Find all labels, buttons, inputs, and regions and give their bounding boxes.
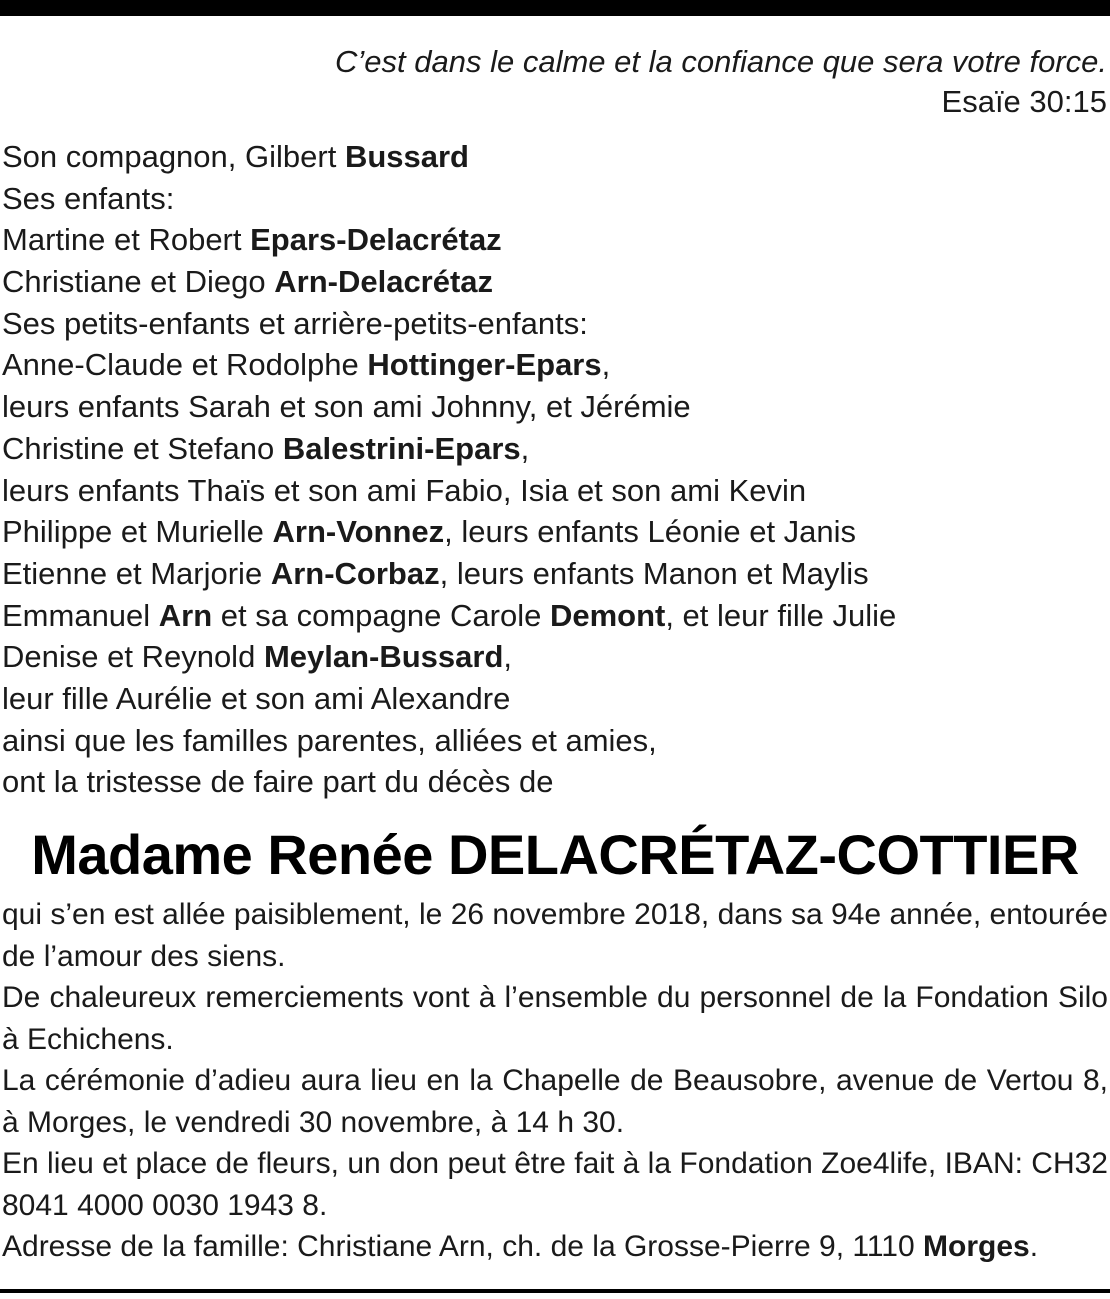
notice-paragraph: La cérémonie d’adieu aura lieu en la Chapelle de Beausobre, avenue de Vertou 8, à Morges, le vendredi 30 novembre, à 14 h 30. [2, 1064, 1108, 1139]
family-text: Anne-Claude et Rodolphe [2, 347, 368, 383]
notice-paragraph: qui s’en est allée paisiblement, le 26 novembre 2018, dans sa 94e année, entourée de l’amour des siens. [2, 898, 1108, 973]
family-line [2, 303, 1108, 345]
family-text: Philippe et Murielle [2, 514, 273, 550]
family-line [2, 511, 1108, 553]
family-text: ont la tristesse de faire part du décès de [2, 764, 554, 800]
family-line [2, 720, 1108, 762]
family-surname: Meylan-Bussard [263, 639, 504, 675]
family-text: leurs enfants Sarah et son ami Johnny, et Jérémie [2, 389, 691, 425]
family-text: leurs enfants Thaïs et son ami Fabio, Isia et son ami Kevin [2, 472, 807, 508]
family-surname: Arn-Delacrétaz [274, 264, 494, 300]
family-surname: Demont [549, 597, 666, 633]
family-list [2, 136, 1108, 803]
family-text: Emmanuel [2, 597, 159, 633]
family-text: Son compagnon, Gilbert [2, 139, 345, 174]
family-text: leur fille Aurélie et son ami Alexandre [2, 680, 511, 716]
family-surname: Epars-Delacrétaz [250, 222, 502, 258]
bottom-rule [0, 1289, 1110, 1293]
family-text: , leurs enfants Manon et Maylis [439, 555, 869, 591]
family-line [2, 636, 1108, 678]
family-line [2, 470, 1108, 512]
family-text: Ses petits-enfants et arrière-petits-enfants: [2, 305, 588, 341]
address-text: Adresse de la famille: Christiane Arn, ch. de la Grosse-Pierre 9, 1110 [2, 1230, 923, 1263]
family-text: Christiane et Diego [2, 264, 275, 300]
family-address [2, 1226, 1108, 1268]
family-text: , [520, 430, 530, 466]
family-surname: Arn-Corbaz [270, 555, 440, 591]
family-line [2, 678, 1108, 720]
epigraph-quote: C’est dans le calme et la confiance que sera votre force. [335, 44, 1107, 79]
family-text: Ses enfants: [2, 180, 175, 216]
deceased-name: Madame Renée DELACRÉTAZ-COTTIER [31, 823, 1079, 886]
top-rule [0, 0, 1110, 16]
family-line [2, 219, 1108, 261]
family-line [2, 261, 1108, 303]
family-text: ainsi que les familles parentes, alliées et amies, [2, 722, 657, 758]
family-text: , [503, 639, 513, 675]
family-line [2, 595, 1108, 637]
family-line [2, 178, 1108, 220]
family-surname: Balestrini-Epars [282, 430, 521, 466]
family-surname: Arn-Vonnez [272, 514, 445, 550]
family-line [2, 553, 1108, 595]
address-city: Morges [923, 1230, 1030, 1263]
family-line [2, 761, 1108, 803]
family-line [2, 136, 1108, 178]
notice-body [2, 894, 1108, 1268]
address-text: . [1029, 1230, 1039, 1263]
notice-paragraph: En lieu et place de fleurs, un don peut être fait à la Fondation Zoe4life, IBAN: CH32 8041 4000 0030 1943 8. [2, 1147, 1108, 1222]
family-text: et sa compagne Carole [212, 597, 550, 633]
notice-paragraph: De chaleureux remerciements vont à l’ensemble du personnel de la Fondation Silo à Echichens. [2, 981, 1108, 1056]
family-text: , et leur fille Julie [665, 597, 897, 633]
epigraph-reference: Esaïe 30:15 [941, 84, 1107, 119]
family-surname: Arn [158, 597, 213, 633]
family-text: Martine et Robert [2, 222, 251, 258]
family-line [2, 386, 1108, 428]
family-text: Christine et Stefano [2, 430, 283, 466]
family-text: Denise et Reynold [2, 639, 264, 675]
family-surname: Bussard [344, 139, 469, 174]
family-line [2, 428, 1108, 470]
family-surname: Hottinger-Epars [367, 347, 602, 383]
family-line [2, 344, 1108, 386]
epigraph [335, 42, 1107, 122]
family-text: , leurs enfants Léonie et Janis [444, 514, 857, 550]
family-text: Etienne et Marjorie [2, 555, 271, 591]
family-text: , [601, 347, 611, 383]
